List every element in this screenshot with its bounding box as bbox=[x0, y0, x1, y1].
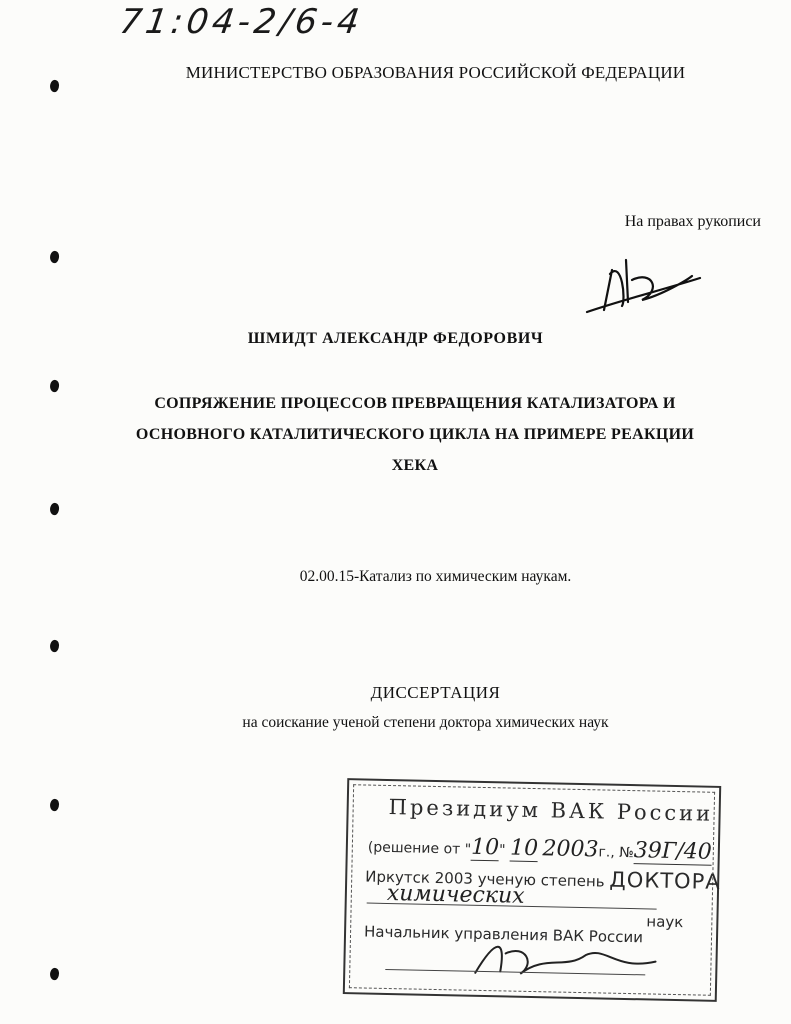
dissertation-title bbox=[95, 388, 735, 481]
stamp-decision-year: 2003 bbox=[542, 836, 599, 863]
title-line: ХЕКА bbox=[391, 457, 439, 474]
degree-description: на соискание ученой степени доктора химических наук bbox=[242, 714, 609, 731]
stamp-decision-number: 39Г/40 bbox=[633, 838, 713, 865]
stamp-decision-sep: " bbox=[498, 842, 506, 859]
binding-mark bbox=[49, 967, 61, 981]
stamp-head-label: Начальник управления ВАК России bbox=[363, 922, 644, 947]
stamp-degree-big: ДОКТОРА bbox=[609, 867, 721, 894]
stamp-city-year: Иркутск 2003 bbox=[365, 867, 474, 888]
stamp-decision-month: 10 bbox=[509, 835, 539, 862]
stamp-degree-text: ученую степень bbox=[477, 869, 605, 891]
dissertation-label: ДИССЕРТАЦИЯ bbox=[370, 683, 501, 702]
manuscript-rights-note: На правах рукописи bbox=[624, 213, 761, 230]
stamp-decision-day: 10 bbox=[470, 834, 500, 861]
binding-mark bbox=[49, 639, 61, 653]
binding-mark bbox=[49, 379, 61, 393]
stamp-field-line bbox=[387, 881, 525, 909]
title-line: ОСНОВНОГО КАТАЛИТИЧЕСКОГО ЦИКЛА НА ПРИМЕРЕ РЕАКЦИИ bbox=[135, 426, 695, 443]
binding-mark bbox=[49, 250, 61, 264]
title-line: СОПРЯЖЕНИЕ ПРОЦЕССОВ ПРЕВРАЩЕНИЯ КАТАЛИЗАТОРА И bbox=[154, 395, 676, 412]
stamp-field-suffix: наук bbox=[646, 912, 684, 932]
vak-approval-stamp bbox=[343, 778, 721, 1002]
stamp-decision-prefix: (решение от " bbox=[367, 839, 472, 858]
stamp-field-handwritten: химических bbox=[386, 880, 525, 909]
specialty-code: 02.00.15-Катализ по химическим наукам. bbox=[299, 568, 572, 585]
stamp-decision-line bbox=[368, 833, 712, 866]
binding-mark bbox=[49, 502, 61, 516]
archive-code-handwritten: 71:04-2/6-4 bbox=[117, 2, 366, 42]
stamp-heading: Президиум ВАК России bbox=[388, 794, 714, 826]
author-name: ШМИДТ АЛЕКСАНДР ФЕДОРОВИЧ bbox=[247, 330, 544, 347]
author-signature bbox=[582, 240, 702, 320]
binding-mark bbox=[49, 798, 61, 812]
ministry-heading: МИНИСТЕРСТВО ОБРАЗОВАНИЯ РОССИЙСКОЙ ФЕДЕРАЦИИ bbox=[185, 63, 686, 82]
stamp-decision-year-suffix: г., № bbox=[598, 844, 634, 862]
stamp-signature bbox=[465, 933, 666, 987]
